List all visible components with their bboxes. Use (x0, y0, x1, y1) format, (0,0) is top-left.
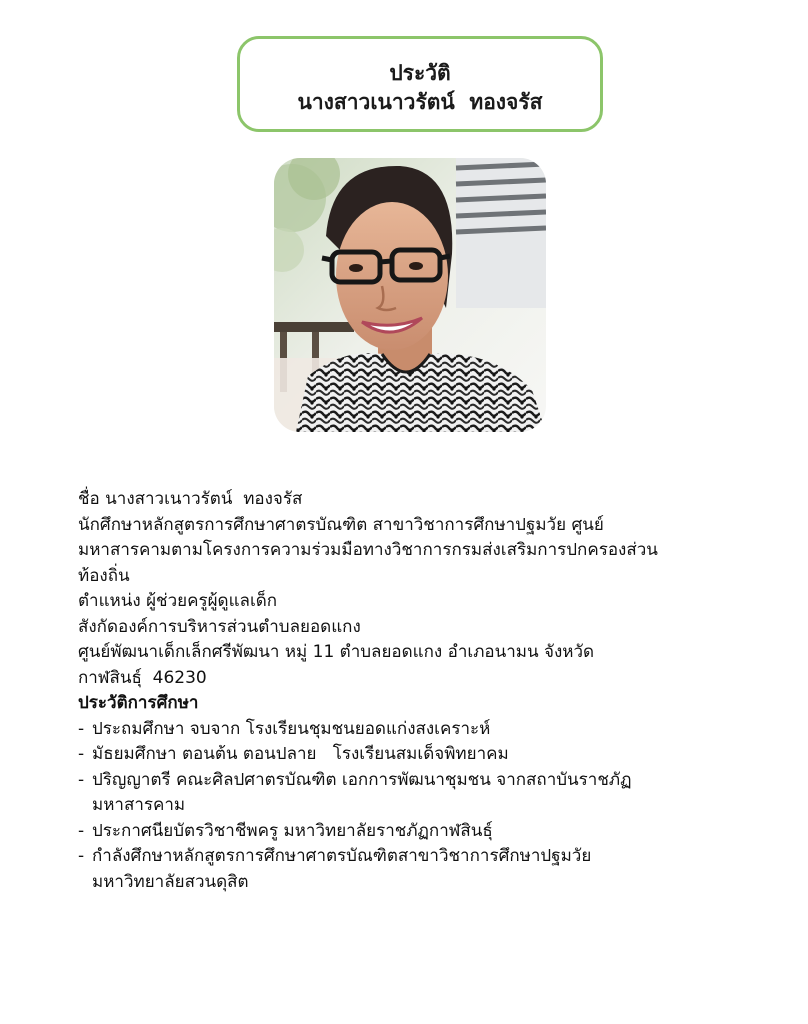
list-dash: - (78, 769, 85, 790)
education-heading: ประวัติการศึกษา (78, 693, 199, 713)
list-dash: - (78, 744, 85, 764)
education-item-text: ประถมศึกษา จบจาก โรงเรียนชุมชนยอดแก่งสงเคราะห์ (92, 718, 491, 739)
list-dash: - (78, 846, 85, 866)
profile-body (78, 487, 768, 895)
education-item (78, 742, 768, 768)
page-title: ประวัติ (389, 61, 451, 85)
person-name-line: ชื่อ นางสาวเนาวรัตน์ ทองจรัส (78, 489, 303, 509)
workplace-address-line: ศูนย์พัฒนาเด็กเล็กศรีพัฒนา หมู่ 11 ตำบลยอดแกง อำเภอนามน จังหวัด กาฬสินธุ์ 46230 (78, 642, 595, 688)
affiliation-line: สังกัดองค์การบริหารส่วนตำบลยอดแกง (78, 616, 361, 637)
education-item (78, 844, 768, 895)
portrait-photo (274, 158, 546, 432)
list-dash: - (78, 718, 85, 739)
education-item-text: ปริญญาตรี คณะศิลปศาตรบัณฑิต เอกการพัฒนาชุมชน จากสถาบันราชภัฏ มหาสารคาม (92, 769, 632, 815)
title-person-name: นางสาวเนาวรัตน์ ทองจรัส (297, 90, 543, 114)
title-frame (237, 36, 603, 132)
education-item-text: มัธยมศึกษา ตอนต้น ตอนปลาย โรงเรียนสมเด็จพิทยาคม (92, 744, 509, 764)
education-item-text: กำลังศึกษาหลักสูตรการศึกษาศาตรบัณฑิตสาขาวิชาการศึกษาปฐมวัย มหาวิทยาลัยสวนดุสิต (92, 846, 592, 892)
position-line: ตำแหน่ง ผู้ช่วยครูผู้ดูแลเด็ก (78, 591, 278, 611)
education-item (78, 819, 768, 845)
portrait-photo-icon (274, 158, 546, 432)
education-item (78, 717, 768, 743)
list-dash: - (78, 820, 85, 841)
education-list (78, 717, 768, 896)
student-program-line: นักศึกษาหลักสูตรการศึกษาศาตรบัณฑิต สาขาวิชาการศึกษาปฐมวัย ศูนย์ มหาสารคามตามโครงการความร่วมมือทางวิชาการกรมส่งเสริมการปกครองส่วน ท้องถิ่น (78, 514, 658, 586)
education-item (78, 768, 768, 819)
education-item-text: ประกาศนียบัตรวิชาชีพครู มหาวิทยาลัยราชภัฏกาฬสินธุ์ (92, 820, 493, 841)
